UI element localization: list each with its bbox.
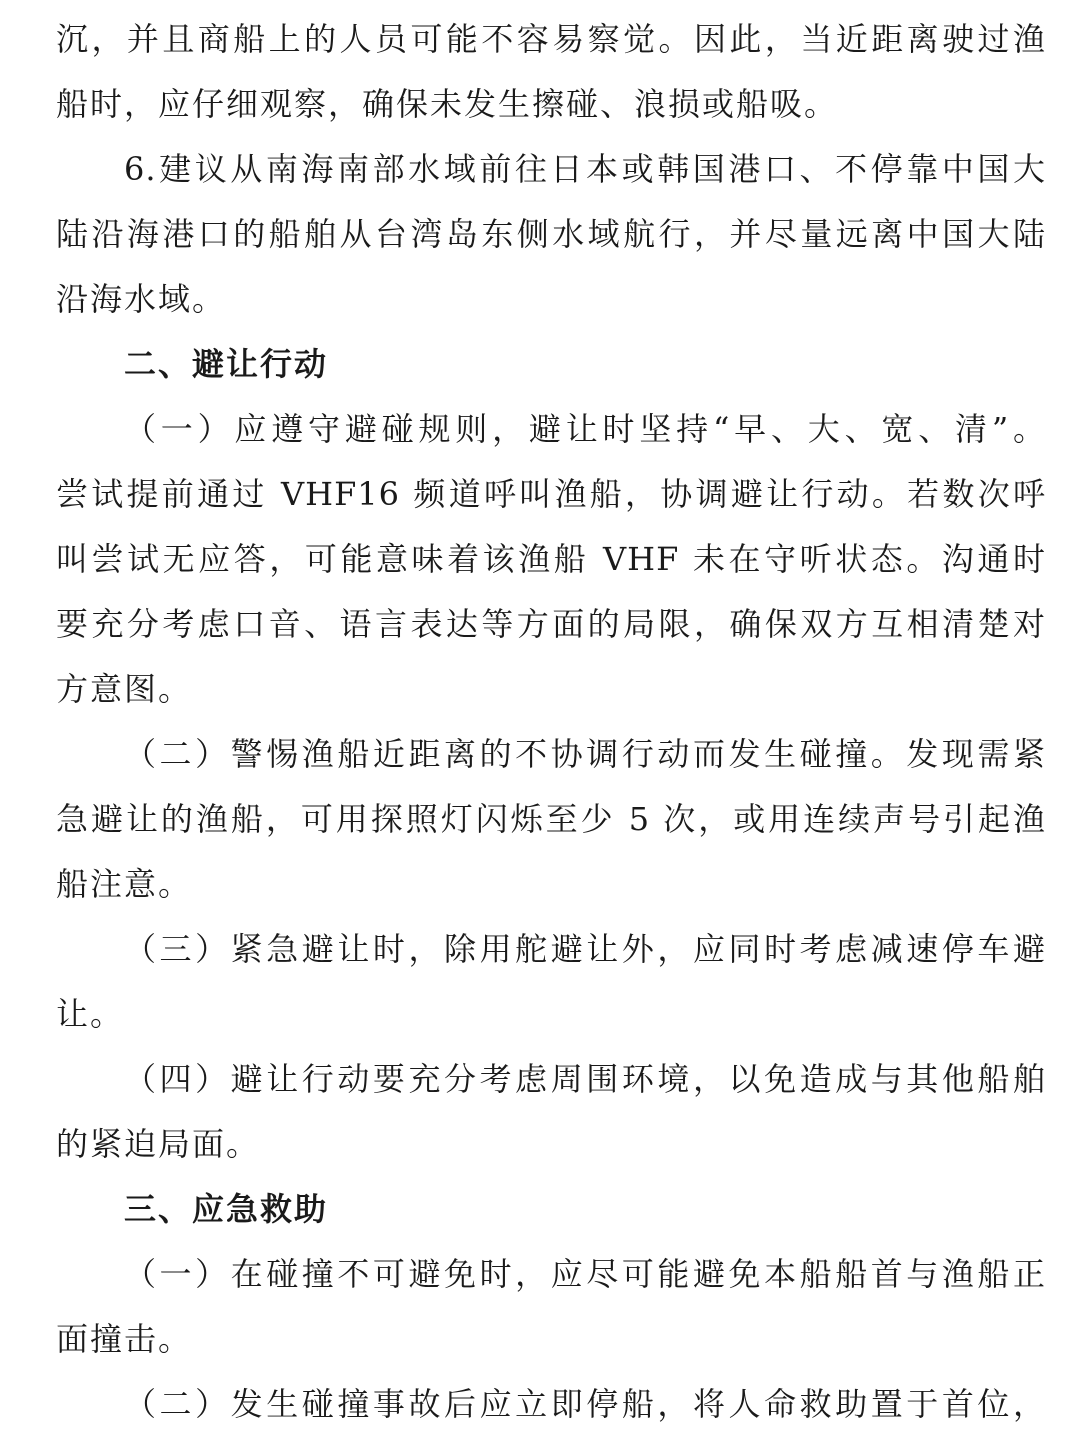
paragraph-5-line-2: 沉，并且商船上的人员可能不容易察觉。因此，当近距离驶过渔 bbox=[56, 20, 1046, 58]
avoidance-item-1-line-1: （一）应遵守避碰规则，避让时坚持“早、大、宽、清”。 bbox=[124, 410, 1046, 448]
section-heading-avoidance: 二、避让行动 bbox=[124, 345, 329, 383]
rescue-item-1-line-1: （一）在碰撞不可避免时，应尽可能避免本船船首与渔船正 bbox=[124, 1255, 1046, 1293]
rescue-item-2-line-1: （二）发生碰撞事故后应立即停船，将人命救助置于首位， bbox=[124, 1385, 1046, 1423]
avoidance-item-1-line-2: 尝试提前通过 VHF16 频道呼叫渔船，协调避让行动。若数次呼 bbox=[56, 475, 1046, 513]
avoidance-item-3-line-1: （三）紧急避让时，除用舵避让外，应同时考虑减速停车避 bbox=[124, 930, 1046, 968]
avoidance-item-1-line-3: 叫尝试无应答，可能意味着该渔船 VHF 未在守听状态。沟通时 bbox=[56, 540, 1046, 578]
avoidance-item-4-line-1: （四）避让行动要充分考虑周围环境，以免造成与其他船舶 bbox=[124, 1060, 1046, 1098]
avoidance-item-1-line-5: 方意图。 bbox=[56, 670, 193, 708]
paragraph-5-line-3: 船时，应仔细观察，确保未发生擦碰、浪损或船吸。 bbox=[56, 85, 839, 123]
avoidance-item-3-line-2: 让。 bbox=[56, 995, 125, 1033]
paragraph-6-line-2: 陆沿海港口的船舶从台湾岛东侧水域航行，并尽量远离中国大陆 bbox=[56, 215, 1046, 253]
avoidance-item-2-line-1: （二）警惕渔船近距离的不协调行动而发生碰撞。发现需紧 bbox=[124, 735, 1046, 773]
section-heading-emergency-rescue: 三、应急救助 bbox=[124, 1190, 329, 1228]
paragraph-6-line-1: 6.建议从南海南部水域前往日本或韩国港口、不停靠中国大 bbox=[124, 150, 1046, 188]
rescue-item-1-line-2: 面撞击。 bbox=[56, 1320, 193, 1358]
avoidance-item-1-line-4: 要充分考虑口音、语言表达等方面的局限，确保双方互相清楚对 bbox=[56, 605, 1046, 643]
avoidance-item-4-line-2: 的紧迫局面。 bbox=[56, 1125, 261, 1163]
avoidance-item-2-line-3: 船注意。 bbox=[56, 865, 193, 903]
avoidance-item-2-line-2: 急避让的渔船，可用探照灯闪烁至少 5 次，或用连续声号引起渔 bbox=[56, 800, 1046, 838]
paragraph-6-line-3: 沿海水域。 bbox=[56, 280, 227, 318]
